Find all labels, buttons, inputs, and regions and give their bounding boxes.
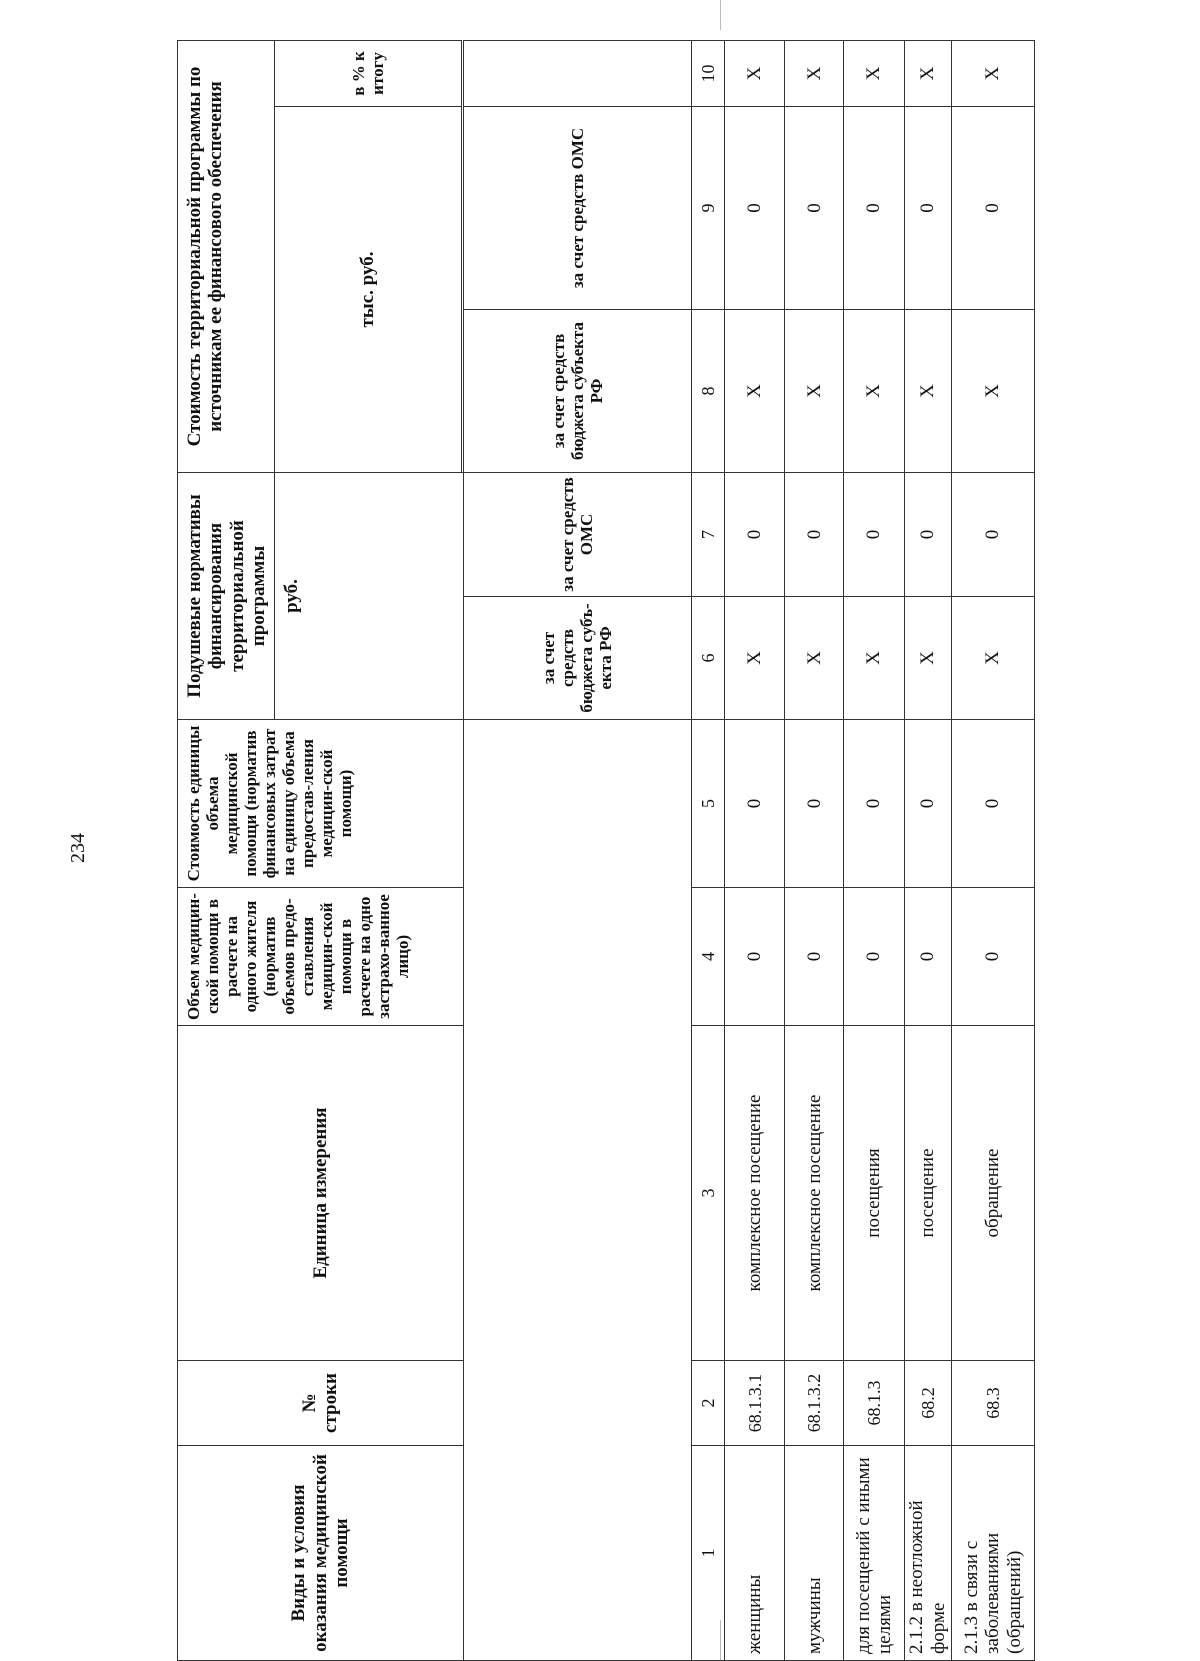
row-value-5: 0 [785,720,844,888]
rotated-page-content [177,41,1035,1661]
row-value-4: 0 [904,888,951,1026]
row-value-8: Х [785,310,844,473]
row-value-6: Х [785,597,844,720]
row-value-10: Х [785,40,844,106]
scan-artifact-top [720,0,721,30]
row-unit: комплексное посещение [725,1026,785,1361]
row-value-10: Х [951,40,1034,106]
row-number: 68.1.3.2 [785,1361,844,1446]
row-unit: посещение [904,1026,951,1361]
header-blank-10 [463,40,691,106]
row-number: 68.3 [951,1361,1034,1446]
header-oms-7: за счет средств ОМС [463,473,691,597]
row-kind: мужчины [785,1446,844,1661]
row-number: 68.1.3.1 [725,1361,785,1446]
header-per-capita-unit: руб. [274,473,463,720]
column-number-row [691,40,724,1660]
header-cost-unit: тыс. руб. [274,107,462,473]
row-value-5: 0 [844,720,904,888]
row-value-8: Х [725,310,785,473]
column-number: 3 [691,1026,724,1361]
row-value-6: Х [951,597,1034,720]
row-value-4: 0 [785,888,844,1026]
row-value-5: 0 [904,720,951,888]
row-value-6: Х [904,597,951,720]
table-row [951,40,1034,1660]
header-row-no: № строки [178,1361,464,1446]
header-gap [463,720,691,1661]
row-value-9: 0 [844,107,904,310]
column-number: 6 [691,597,724,720]
row-value-7: 0 [904,473,951,597]
column-number: 2 [691,1361,724,1446]
header-per-capita-group: Подушевые нормативы финансирования территориальной программы [178,473,275,720]
column-number: 8 [691,310,724,473]
row-value-7: 0 [951,473,1034,597]
column-number: 7 [691,473,724,597]
row-value-6: Х [725,597,785,720]
row-kind: 2.1.2 в неотложной форме [904,1446,951,1661]
row-value-6: Х [844,597,904,720]
row-value-8: Х [904,310,951,473]
column-number: 4 [691,888,724,1026]
header-oms-9: за счет средств ОМС [463,107,691,310]
row-value-7: 0 [725,473,785,597]
table-row [844,40,904,1660]
header-unit: Единица измерения [178,1026,464,1361]
header-volume: Объем медицин-ской помощи в расчете на одного жителя (норматив объемов предо-ставления медицин-ской помощи в расчете на одно застрахо-ванное лицо) [178,888,464,1026]
table-row [785,40,844,1660]
row-value-9: 0 [904,107,951,310]
column-number: 5 [691,720,724,888]
row-kind: для посещений с иными целями [844,1446,904,1661]
header-unit-cost: Стоимость единицы объема медицинской помощи (норматив финансовых затрат на единицу объема предостав-ления медицин-ской помощи) [178,720,464,888]
row-value-9: 0 [725,107,785,310]
row-value-4: 0 [725,888,785,1026]
row-kind: женщины [725,1446,785,1661]
table-row [904,40,951,1660]
row-number: 68.2 [904,1361,951,1446]
row-number: 68.1.3 [844,1361,904,1446]
header-cost-group: Стоимость территориальной программы по источникам ее финансового обеспечения [178,40,275,472]
financing-table [177,40,1035,1661]
row-value-4: 0 [951,888,1034,1026]
row-value-8: Х [951,310,1034,473]
row-unit: посещения [844,1026,904,1361]
row-kind: 2.1.3 в связи с заболеваниями (обращений) [951,1446,1034,1661]
row-value-10: Х [725,40,785,106]
row-value-10: Х [844,40,904,106]
row-unit: комплексное посещение [785,1026,844,1361]
row-value-9: 0 [785,107,844,310]
page-number: 234 [67,833,89,863]
column-number: 9 [691,107,724,310]
row-value-7: 0 [785,473,844,597]
row-value-7: 0 [844,473,904,597]
row-value-10: Х [904,40,951,106]
column-number: 1 [691,1446,724,1661]
row-value-5: 0 [725,720,785,888]
row-value-8: Х [844,310,904,473]
header-pct-total: в % к итогу [274,40,462,106]
row-value-5: 0 [951,720,1034,888]
header-kind: Виды и условия оказания медицинской помощи [178,1446,464,1661]
column-number: 10 [691,40,724,106]
header-budget-8: за счет средств бюджета субъекта РФ [463,310,691,473]
header-budget-6: за счет средств бюджета субъ-екта РФ [463,597,691,720]
table-row [725,40,785,1660]
row-value-4: 0 [844,888,904,1026]
row-value-9: 0 [951,107,1034,310]
row-unit: обращение [951,1026,1034,1361]
